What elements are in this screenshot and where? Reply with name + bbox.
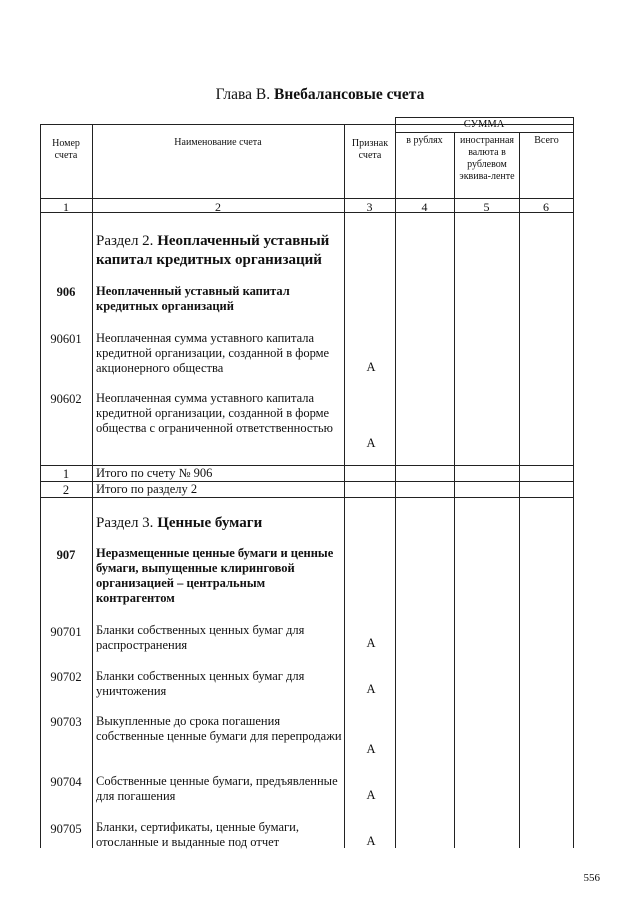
total-label: Итого по разделу 2 bbox=[96, 482, 198, 496]
header-account-flag: Признак счета bbox=[351, 138, 389, 161]
account-code: 90602 bbox=[50, 392, 82, 406]
total-number: 1 bbox=[62, 467, 70, 481]
col-line-5 bbox=[519, 132, 520, 848]
chapter-title: Внебалансовые счета bbox=[273, 86, 425, 103]
header-total: Всего bbox=[534, 135, 559, 146]
colnum-6: 6 bbox=[543, 200, 549, 214]
account-name: Неоплаченная сумма уставного капитала кредитной организации, созданной в форме общества с ограниченной ответственностью bbox=[96, 391, 333, 435]
summa-bottom-line bbox=[395, 132, 573, 133]
col-line-3 bbox=[395, 117, 396, 848]
colnum-4: 4 bbox=[421, 200, 428, 214]
header-rubles: в рублях bbox=[406, 135, 443, 146]
account-name: Неоплаченная сумма уставного капитала кредитной организации, созданной в форме акционерного общества bbox=[96, 331, 330, 375]
page-number: 556 bbox=[583, 872, 600, 884]
account-code: 90702 bbox=[50, 670, 82, 684]
account-flag: А bbox=[366, 636, 376, 650]
account-name: Неразмещенные ценные бумаги и ценные бумаги, выпущенные клиринговой организацией – центральным контрагентом bbox=[96, 546, 334, 605]
account-code: 906 bbox=[56, 285, 76, 299]
account-name: Неоплаченный уставный капитал кредитных организаций bbox=[96, 284, 290, 313]
colnum-2: 2 bbox=[215, 200, 221, 214]
section-3-heading bbox=[96, 514, 346, 533]
chapter-prefix: Глава В. bbox=[215, 86, 271, 103]
account-flag: А bbox=[366, 788, 376, 802]
account-flag: А bbox=[366, 682, 376, 696]
total-label: Итого по счету № 906 bbox=[96, 466, 213, 480]
account-code: 90703 bbox=[50, 715, 82, 729]
section-2-title: Неоплаченный уставный капитал кредитных организаций bbox=[96, 233, 330, 268]
col-line-6 bbox=[573, 117, 574, 848]
account-code: 90705 bbox=[50, 822, 82, 836]
account-flag: А bbox=[366, 360, 376, 374]
colnum-1: 1 bbox=[63, 200, 69, 214]
account-flag: А bbox=[366, 436, 376, 450]
section-2-heading bbox=[96, 232, 346, 270]
section-3-title: Ценные бумаги bbox=[157, 515, 263, 531]
total-number: 2 bbox=[62, 483, 70, 497]
total2-bottom-line bbox=[40, 497, 573, 498]
account-code: 90701 bbox=[50, 625, 82, 639]
header-account-name: Наименование счета bbox=[174, 137, 262, 148]
col-line-4 bbox=[454, 132, 455, 848]
account-flag: А bbox=[366, 834, 376, 848]
account-name: Бланки, сертификаты, ценные бумаги, отосланные и выданные под отчет bbox=[96, 820, 299, 849]
account-name: Собственные ценные бумаги, предъявленные для погашения bbox=[96, 774, 338, 803]
colnum-3: 3 bbox=[366, 200, 373, 214]
header-account-number: Номер счета bbox=[52, 138, 80, 161]
account-code: 90704 bbox=[50, 775, 82, 789]
account-name: Выкупленные до срока погашения собственные ценные бумаги для перепродажи bbox=[96, 714, 342, 743]
account-code: 90601 bbox=[50, 332, 82, 346]
header-foreign-currency: иностранная валюта в рублевом эквива-ленте bbox=[459, 135, 515, 182]
colnum-5: 5 bbox=[483, 200, 490, 214]
account-flag: А bbox=[366, 742, 376, 756]
summa-top-line bbox=[395, 117, 573, 118]
header-summa: СУММА bbox=[463, 119, 505, 130]
account-name: Бланки собственных ценных бумаг для уничтожения bbox=[96, 669, 305, 698]
col-line-1 bbox=[92, 124, 93, 848]
section-3-prefix: Раздел 3. bbox=[96, 515, 154, 531]
header-bottom-line bbox=[40, 198, 573, 199]
account-code: 907 bbox=[56, 548, 76, 562]
account-name: Бланки собственных ценных бумаг для распространения bbox=[96, 623, 305, 652]
section-2-prefix: Раздел 2. bbox=[96, 233, 154, 249]
